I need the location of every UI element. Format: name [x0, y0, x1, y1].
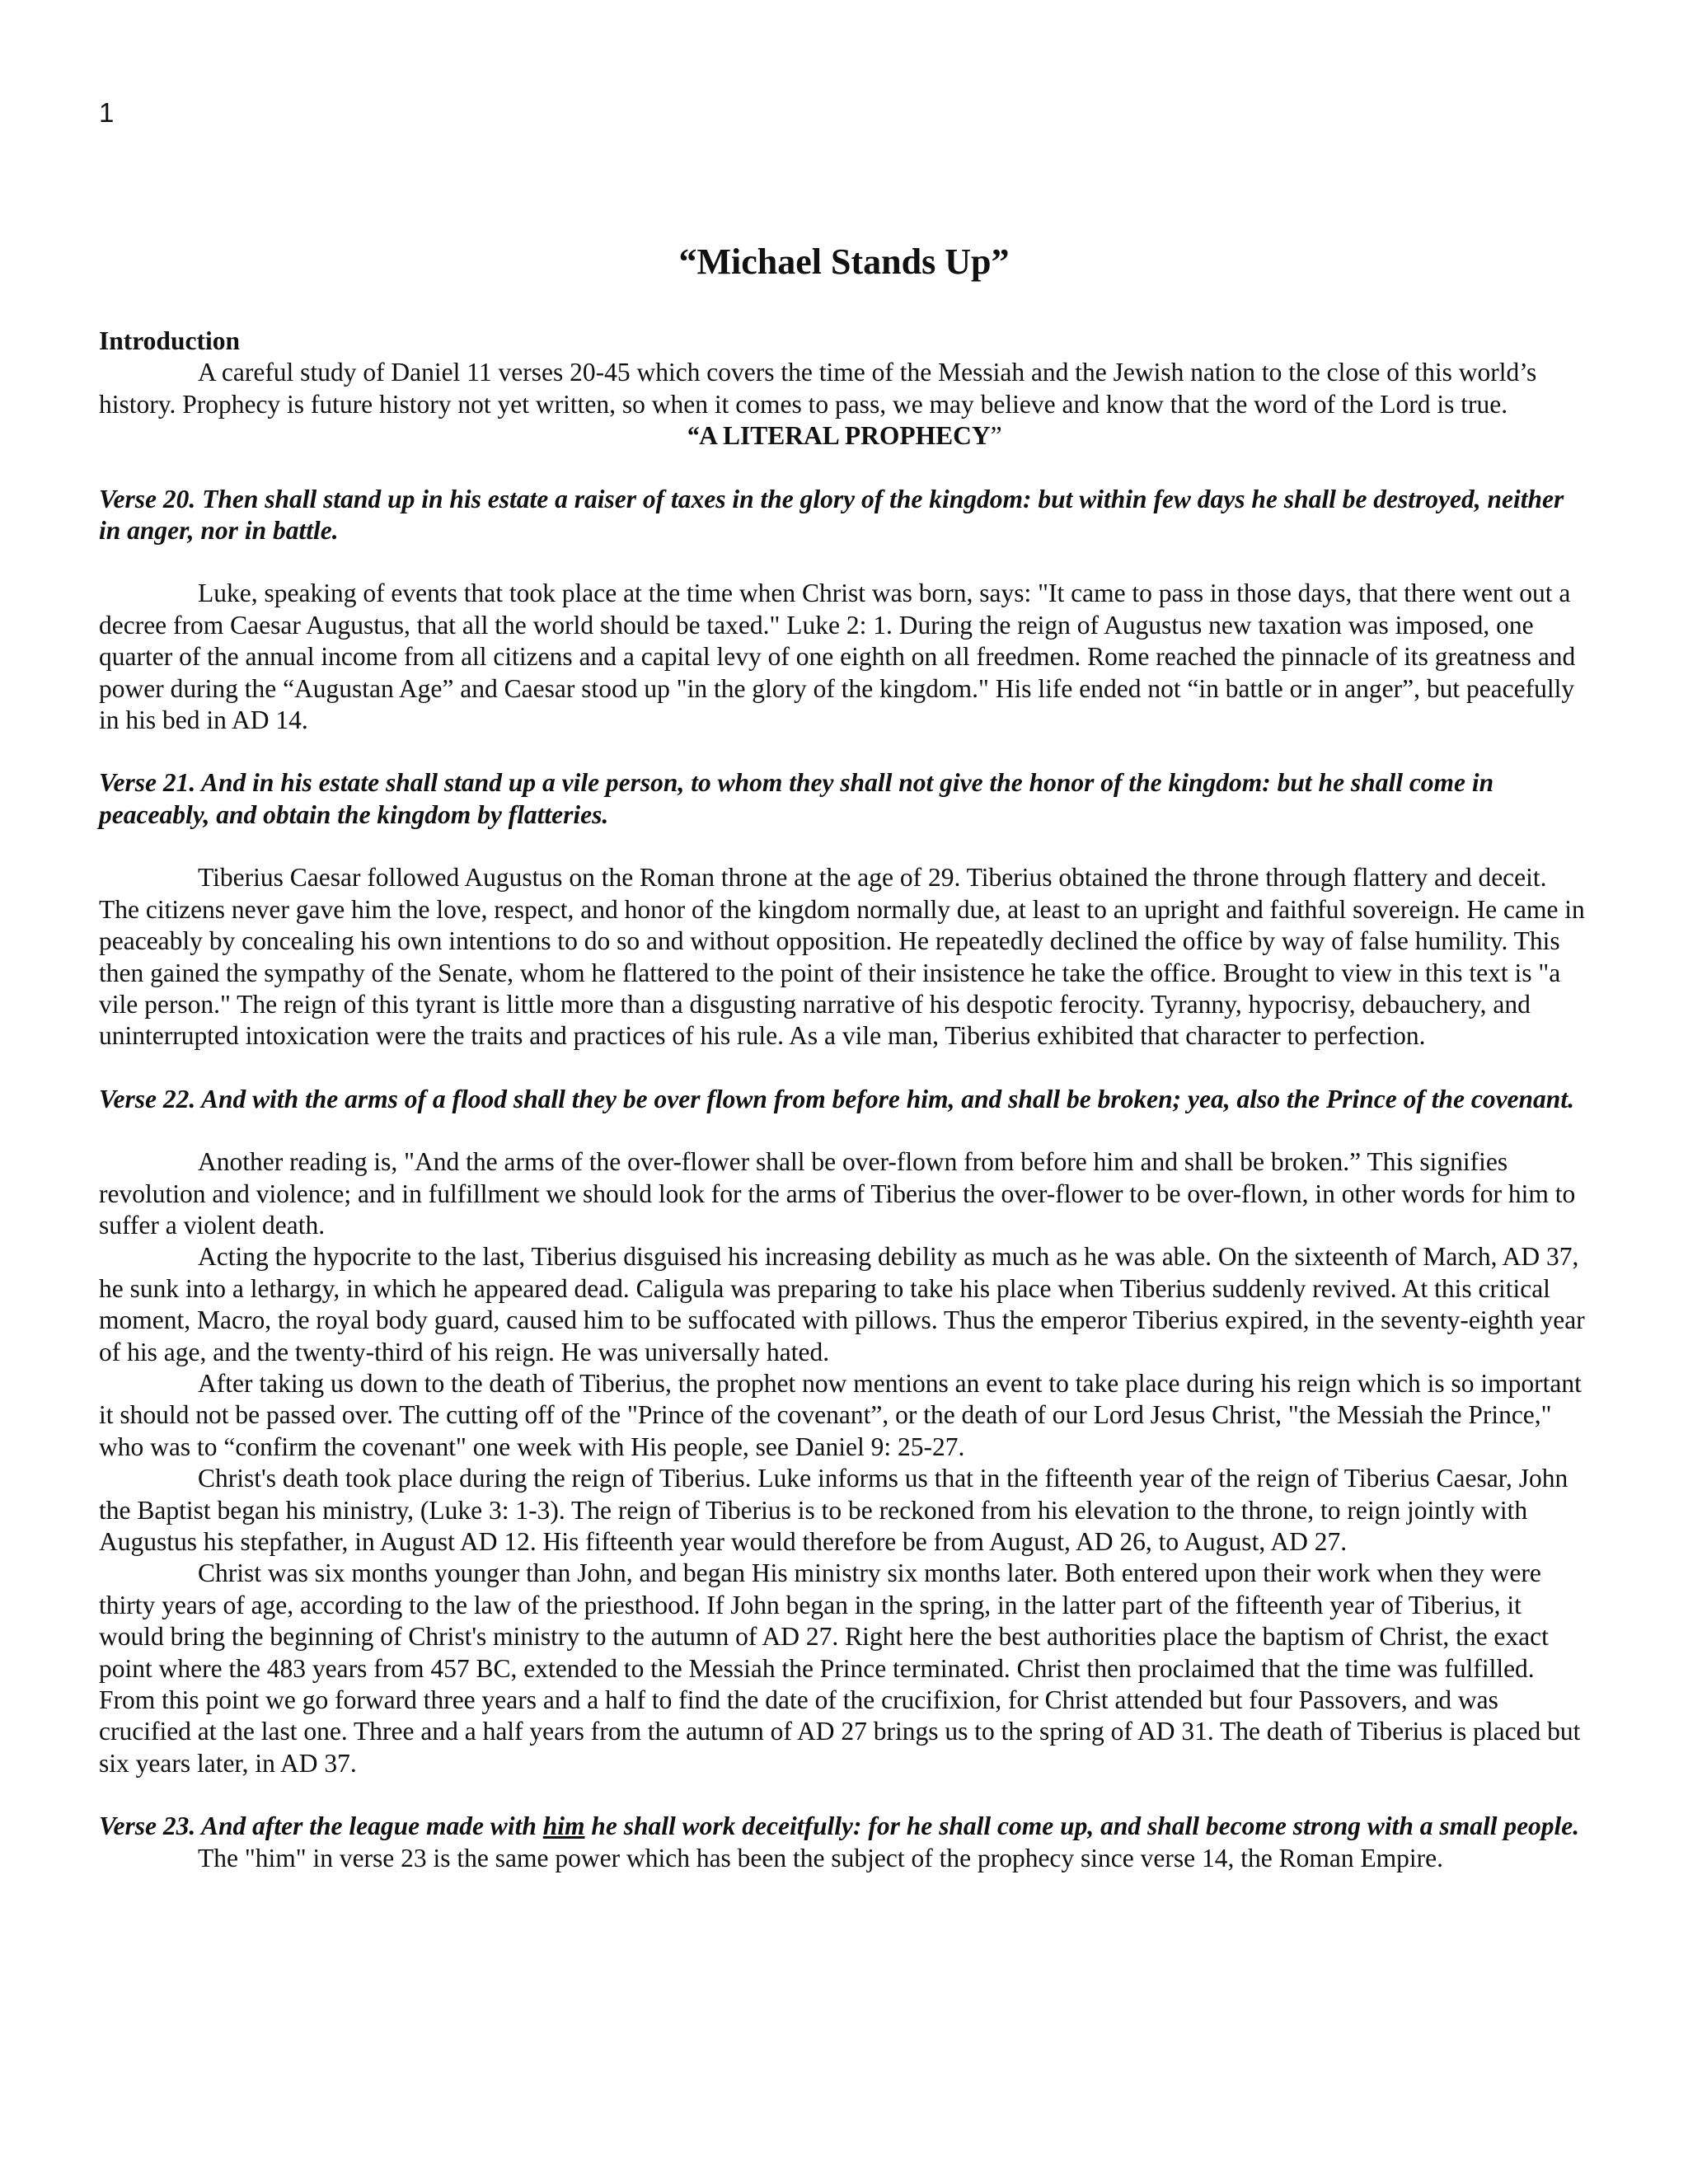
spacer [99, 452, 1589, 484]
spacer [99, 546, 1589, 578]
verse-22-paragraph-2: Acting the hypocrite to the last, Tiberius disguised his increasing debility as much as he was able. On the sixteenth of March, AD 37, he sunk into a lethargy, in which he appeared dead. Caligula was preparing to take his place when Tiberius suddenly revived. At this critical moment, Macro, the royal body guard, caused him to be suffocated with pillows. Thus the emperor Tiberius expired, in the seventy-eighth year of his age, and the twenty-third of his reign. He was universally hated. [99, 1242, 1585, 1366]
subtitle [99, 420, 1589, 452]
subtitle-open-quote: “ [686, 421, 700, 451]
section-heading-introduction: Introduction [99, 326, 240, 355]
spacer [99, 1052, 1589, 1084]
spacer [99, 831, 1589, 862]
verse-23-text-before: Verse 23. And after the league made with [99, 1811, 543, 1841]
verse-23-heading [99, 1811, 1589, 1842]
verse-20-heading: Verse 20. Then shall stand up in his estate a raiser of taxes in the glory of the kingdom: but within few days he shall be destroyed, neither in anger, nor in battle. [99, 484, 1564, 546]
spacer [99, 1779, 1589, 1811]
verse-22-paragraph-1: Another reading is, "And the arms of the over-flower shall be over-flown from before him and shall be broken.” This signifies revolution and violence; and in fulfillment we should look for the arms of Tiberius the over-flower to be over-flown, in other words for him to suffer a violent death. [99, 1147, 1576, 1240]
verse-22-paragraph-5: Christ was six months younger than John, and began His ministry six months later. Both entered upon their work when they were thirty years of age, according to the law of the priesthood. If John began in the spring, in the latter part of the fifteenth year of Tiberius, it would bring the beginning of Christ's ministry to the autumn of AD 27. Right here the best authorities place the baptism of Christ, the exact point where the 483 years from 457 BC, extended to the Messiah the Prince terminated. Christ then proclaimed that the time was fulfilled. From this point we go forward three years and a half to find the date of the crucifixion, for Christ attended but four Passovers, and was crucified at the last one. Three and a half years from the autumn of AD 27 brings us to the spring of AD 31. The death of Tiberius is placed but six years later, in AD 37. [99, 1558, 1581, 1778]
spacer [99, 736, 1589, 767]
verse-22-paragraph-4: Christ's death took place during the reign of Tiberius. Luke informs us that in the fifteenth year of the reign of Tiberius Caesar, John the Baptist began his ministry, (Luke 3: 1-3). The reign of Tiberius is to be reckoned from his elevation to the throne, to reign jointly with Augustus his stepfather, in August AD 12. His fifteenth year would therefore be from August, AD 26, to August, AD 27. [99, 1464, 1568, 1556]
verse-23-underlined-word: him [542, 1811, 585, 1841]
subtitle-close-quote: ” [990, 421, 1002, 451]
document-body [99, 241, 1589, 1874]
verse-20-paragraph: Luke, speaking of events that took place at the time when Christ was born, says: "It came to pass in those days, that there went out a decree from Caesar Augustus, that all the world should be taxed." Luke 2: 1. During the reign of Augustus new taxation was imposed, one quarter of the annual income from all citizens and a capital levy of one eighth on all freedmen. Rome reached the pinnacle of its greatness and power during the “Augustan Age” and Caesar stood up "in the glory of the kingdom." His life ended not “in battle or in anger”, but peacefully in his bed in AD 14. [99, 579, 1576, 735]
spacer [99, 1115, 1589, 1146]
verse-23-text-after: he shall work deceitfully: for he shall come up, and shall become strong with a small people. [584, 1811, 1580, 1841]
subtitle-text: A LITERAL PROPHECY [699, 421, 991, 451]
verse-22-paragraph-3: After taking us down to the death of Tiberius, the prophet now mentions an event to take place during his reign which is so important it should not be passed over. The cutting off of the "Prince of the covenant”, or the death of our Lord Jesus Christ, "the Messiah the Prince," who was to “confirm the covenant" one week with His people, see Daniel 9: 25-27. [99, 1368, 1582, 1461]
page-number: 1 [99, 97, 115, 128]
introduction-paragraph: A careful study of Daniel 11 verses 20-45 which covers the time of the Messiah and the Jewish nation to the close of this world’s history. Prophecy is future history not yet written, so when it comes to pass, we may believe and know that the word of the Lord is true. [99, 358, 1537, 419]
verse-21-paragraph: Tiberius Caesar followed Augustus on the Roman throne at the age of 29. Tiberius obtained the throne through flattery and deceit. The citizens never gave him the love, respect, and honor of the kingdom normally due, at least to an upright and faithful sovereign. He came in peaceably by concealing his own intentions to do so and without opposition. He repeatedly declined the office by way of false humility. This then gained the sympathy of the Senate, whom he flattered to the point of their insistence he take the office. Brought to view in this text is "a vile person." The reign of this tyrant is little more than a disgusting narrative of his despotic ferocity. Tyranny, hypocrisy, debauchery, and uninterrupted intoxication were the traits and practices of his rule. As a vile man, Tiberius exhibited that character to perfection. [99, 863, 1585, 1051]
page-title: “Michael Stands Up” [678, 241, 1010, 282]
verse-22-heading: Verse 22. And with the arms of a flood shall they be over flown from before him, and shall be broken; yea, also the Prince of the covenant. [99, 1084, 1574, 1113]
verse-21-heading: Verse 21. And in his estate shall stand up a vile person, to whom they shall not give the honor of the kingdom: but he shall come in peaceably, and obtain the kingdom by flatteries. [99, 768, 1494, 829]
verse-23-paragraph: The "him" in verse 23 is the same power which has been the subject of the prophecy since verse 14, the Roman Empire. [198, 1843, 1444, 1872]
